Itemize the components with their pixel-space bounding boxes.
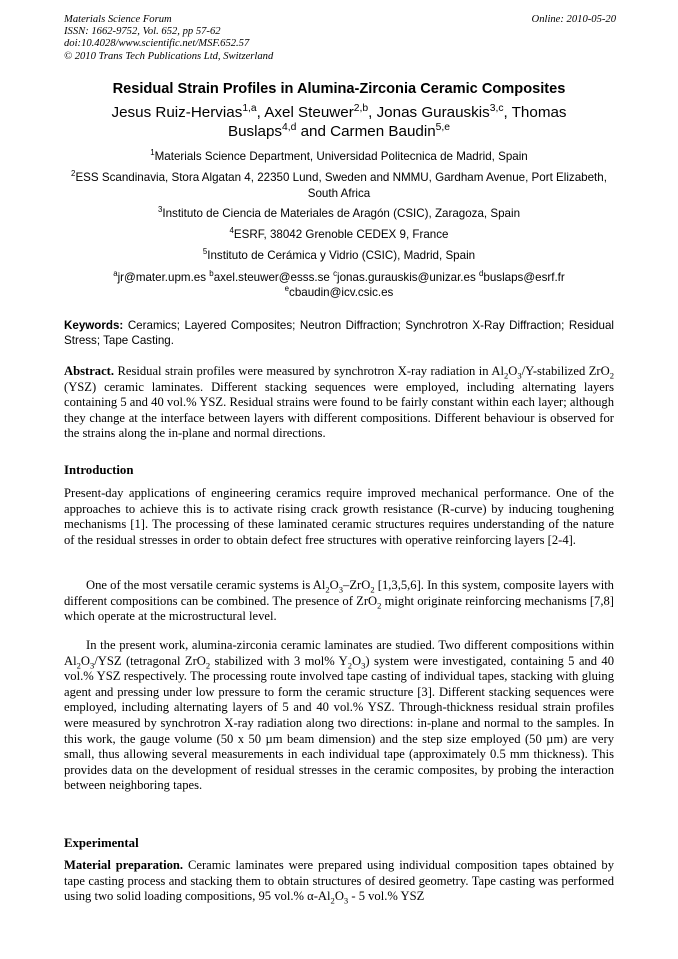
affiliation-text: Instituto de Cerámica y Vidrio (CSIC), Madrid, Spain (207, 249, 476, 262)
subsection-label: Material preparation. (64, 858, 184, 872)
abstract (64, 364, 614, 442)
email-b: axel.steuwer@esss.se (213, 271, 330, 284)
paragraph-text: ) system were investigated, containing 5 and 40 vol.% YSZ respectively. The processing route involved tape casting of individual tapes, stacking with gluing agent and pressing under low pressure to form the ceramic structure [3]. Different stacking sequences were employed, including alternating layers of 5 and 40 vol.% YSZ. Through-thickness residual strain profiles were measured by synchrotron X-ray radiation along two directions: in-plane and normal to the samples. In this work, the gauge volume (50 x 50 µm beam dimension) and the step size employed (50 µm) are very small, thus allowing several measurements in each individual tape (approximately 0.5 mm thickness). This provides data on the development of residual stresses in the ceramic composites, by probing the interaction between neighboring tapes. (64, 653, 614, 793)
paragraph-text: Ceramic laminates were prepared using individual composition tapes obtained by tape casting process and stacking them to obtain structures of desired geometry. Tape casting was performed using two solid loading compositions, 95 vol.% α-Al (64, 858, 614, 904)
paragraph-text: In the present work, alumina-zirconia ceramic laminates are studied. Two different compositions within Al (64, 638, 614, 668)
subscript: 2 (370, 584, 375, 595)
subscript: 2 (330, 895, 335, 906)
email-sup: a (113, 269, 118, 279)
paragraph-text: O (80, 653, 90, 668)
author-list (80, 103, 598, 141)
author-sup: 5,e (435, 121, 451, 133)
experimental-paragraph (64, 858, 614, 905)
abstract-text: (YSZ) ceramic laminates. Different stacking sequences were employed, including alternating layers containing 5 and 40 vol.% YSZ. Residual strains were found to be fairly constant within each layer; although they change at the interface between layers with different compositions. Different behaviour is observed for the strains along the in-plane and normal directions. (64, 379, 614, 441)
affiliation-number: 3 (157, 205, 163, 215)
subscript: 3 (361, 660, 366, 671)
affiliation-number: 5 (202, 247, 208, 257)
journal-name: Materials Science Forum (64, 14, 172, 25)
doi-line: doi:10.4028/www.scientific.net/MSF.652.57 (64, 38, 250, 50)
affiliation-number: 1 (150, 148, 155, 158)
affiliation (64, 170, 614, 202)
author-sep: and Carmen Baudin (296, 123, 436, 140)
subscript: 2 (503, 370, 509, 381)
subscript: 2 (347, 660, 353, 671)
subscript: 3 (343, 895, 349, 906)
author-name: Jesus Ruiz-Hervias (111, 104, 243, 121)
paragraph-text: O (334, 889, 344, 904)
paragraph-text: might originate reinforcing mechanisms [7,8] which operate at the microstructural level. (64, 593, 614, 624)
subscript: 3 (517, 370, 522, 381)
paragraph-text: - 5 vol.% YSZ (348, 889, 425, 904)
email-sup: e (284, 284, 290, 294)
subscript: 2 (325, 584, 330, 595)
email-e: cbaudin@icv.csic.es (289, 286, 394, 299)
paper-title: Residual Strain Profiles in Alumina-Zirconia Ceramic Composites (112, 81, 566, 97)
paragraph-text: /YSZ (tetragonal ZrO (94, 653, 206, 668)
author-name: Axel Steuwer (264, 104, 354, 121)
paragraph-text: One of the most versatile ceramic systems is Al (86, 578, 326, 592)
subscript: 2 (205, 660, 211, 671)
affiliation (64, 248, 614, 264)
email-list (64, 270, 614, 300)
paragraph-text: [1,3,5,6]. In this system, composite layers with different compositions can be combined. The presence of ZrO (64, 578, 614, 608)
paragraph-text: O (352, 653, 362, 668)
keywords-text: Ceramics; Layered Composites; Neutron Diffraction; Synchrotron X-Ray Diffraction; Residual Stress; Tape Casting. (64, 319, 614, 347)
keywords-label: Keywords: (64, 319, 124, 332)
subscript: 2 (377, 600, 382, 611)
affiliation-text: Materials Science Department, Universidad Politecnica de Madrid, Spain (154, 150, 528, 163)
author-sep: , (368, 104, 377, 121)
author-sup: 1,a (242, 102, 257, 114)
author-sup: 3,c (489, 102, 504, 114)
email-d: buslaps@esrf.fr (483, 271, 565, 284)
author-sep: , (256, 104, 265, 121)
keywords (64, 318, 614, 348)
affiliation-number: 2 (71, 169, 76, 179)
affiliation (64, 227, 614, 243)
abstract-text: Residual strain profiles were measured by synchrotron X-ray radiation in Al (117, 364, 504, 378)
paragraph-text: stabilized with 3 mol% Y (210, 653, 348, 668)
email-sup: b (209, 269, 214, 279)
author-sup: 4,d (282, 121, 297, 133)
intro-paragraph-1: Present-day applications of engineering ceramics require improved mechanical performance. One of the approaches to achieve this is to activate rising crack growth resistance (R-curve) by inducing toughening mechanisms [1]. The processing of these laminated ceramic structures requires understanding of the nature of the residual stresses in order to obtain defect free structures with operative reinforcing layers [2-4]. (64, 486, 614, 547)
subscript: 3 (338, 584, 344, 595)
email-a: jr@mater.upm.es (117, 271, 207, 284)
affiliation-text: Instituto de Ciencia de Materiales de Aragón (CSIC), Zaragoza, Spain (162, 207, 521, 220)
subscript: 2 (609, 370, 615, 381)
affiliation-number: 4 (229, 226, 234, 236)
abstract-text: O (508, 364, 518, 378)
affiliation (64, 149, 614, 165)
copyright-line: © 2010 Trans Tech Publications Ltd, Switzerland (64, 50, 274, 62)
section-heading-experimental: Experimental (64, 836, 139, 850)
section-heading-introduction: Introduction (64, 463, 134, 477)
subscript: 3 (89, 660, 95, 671)
author-sup: 2,b (353, 102, 369, 114)
email-sup: d (479, 269, 484, 279)
email-c: jonas.gurauskis@unizar.es (337, 271, 476, 284)
affiliation-text: ESS Scandinavia, Stora Algatan 4, 22350 Lund, Sweden and NMMU, Gardham Avenue, Port Elizabeth, South Africa (75, 171, 607, 200)
subscript: 2 (76, 660, 81, 671)
author-name: Jonas Gurauskis (376, 104, 490, 121)
affiliation (64, 206, 614, 222)
author-sep: , Thomas Buslaps (227, 104, 567, 140)
abstract-label: Abstract. (64, 364, 115, 378)
email-sup: c (333, 269, 338, 279)
online-date: Online: 2010-05-20 (531, 14, 616, 25)
affiliation-text: ESRF, 38042 Grenoble CEDEX 9, France (233, 228, 449, 241)
paragraph-text: O (329, 578, 339, 592)
abstract-text: /Y-stabilized ZrO (521, 364, 610, 378)
journal-header (64, 14, 616, 63)
intro-paragraph-3 (64, 638, 614, 794)
intro-paragraph-2 (64, 578, 614, 625)
issn-line: ISSN: 1662-9752, Vol. 652, pp 57-62 (64, 26, 221, 38)
paragraph-text: –ZrO (343, 578, 371, 592)
